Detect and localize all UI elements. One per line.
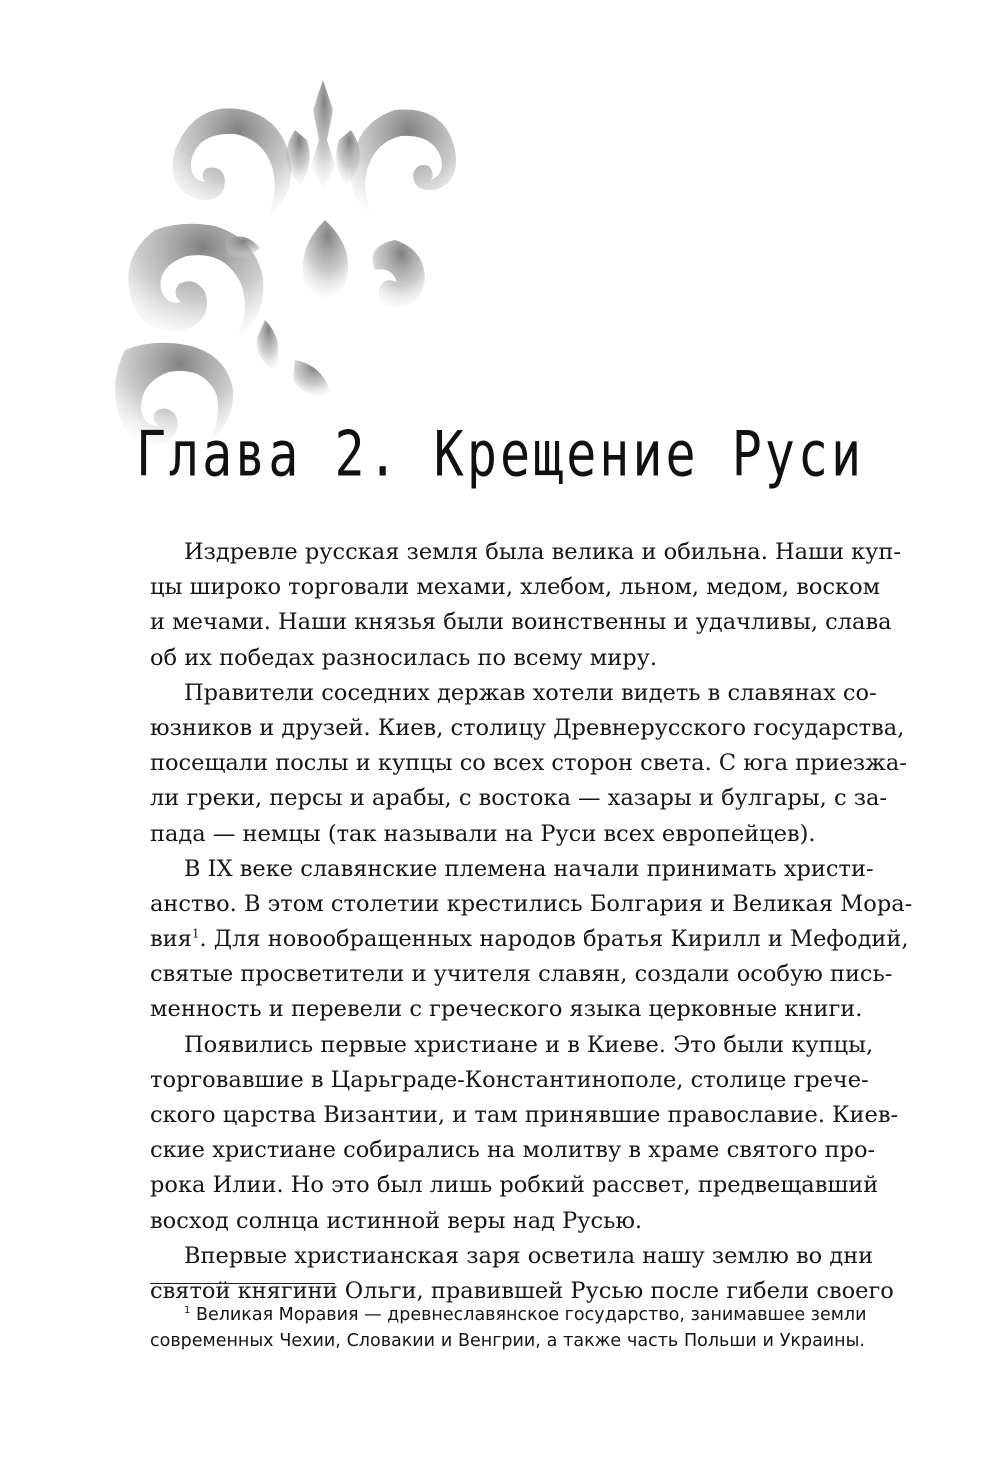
text-line: юзников и друзей. Киев, столицу Древнерусского государства,	[150, 714, 905, 741]
text-line: Появились первые христиане и в Киеве. Это были купцы,	[184, 1031, 874, 1058]
text-line: святые просветители и учителя славян, создали особую пись-	[150, 961, 893, 988]
paragraph	[150, 852, 913, 1028]
chapter-title: Глава 2. Крещение Руси	[135, 417, 865, 491]
text-line: святой княгини Ольги, правившей Русью после гибели своего	[150, 1277, 894, 1304]
footnote-line: современных Чехии, Словакии и Венгрии, а также часть Польши и Украины.	[150, 1331, 865, 1351]
footnote-line	[150, 1302, 865, 1328]
text-line: пада — немцы (так называли на Руси всех европейцев).	[150, 820, 816, 847]
paragraph	[150, 1239, 894, 1309]
text-line: менность и перевели с греческого языка церковные книги.	[150, 996, 863, 1023]
text-fragment: . Для новообращенных народов братья Кирилл и Мефодий,	[199, 926, 909, 953]
text-line: ли греки, персы и арабы, с востока — хазары и булгары, с за-	[150, 785, 888, 812]
text-line: об их победах разносилась по всему миру.	[150, 644, 657, 671]
text-line: ские христиане собирались на молитву в храме святого про-	[150, 1137, 876, 1164]
footnote-marker: 1	[184, 1305, 191, 1317]
text-line: В IX веке славянские племена начали принимать христи-	[184, 855, 874, 882]
paragraph	[150, 1028, 899, 1239]
text-line: ского царства Византии, и там принявшие православие. Киев-	[150, 1102, 899, 1128]
text-line: Правители соседних держав хотели видеть в славянах со-	[184, 679, 877, 706]
paragraph	[150, 535, 902, 676]
text-line: рока Илии. Но это был лишь робкий рассвет, предвещавший	[150, 1172, 879, 1199]
text-line: Впервые христианская заря осветила нашу землю во дни	[184, 1242, 874, 1269]
footnote-divider	[150, 1283, 335, 1284]
body-text	[150, 535, 913, 1309]
footnote-ref: 1	[191, 926, 200, 941]
text-line	[150, 922, 909, 957]
paragraph	[150, 676, 907, 852]
footnote-text: Великая Моравия — древнеславянское государство, занимавшее земли	[195, 1305, 867, 1325]
corner-ornament-icon	[95, 70, 475, 460]
text-line: и мечами. Наши князья были воинственны и удачливы, слава	[150, 609, 892, 636]
text-line: анство. В этом столетии крестились Болгария и Великая Мора-	[150, 890, 913, 917]
text-line: торговавшие в Царьграде-Константинополе, столице грече-	[150, 1066, 869, 1093]
text-line: посещали послы и купцы со всех сторон света. С юга приезжа-	[150, 750, 907, 777]
text-line: цы широко торговали мехами, хлебом, льном, медом, воском	[150, 574, 881, 601]
text-fragment: вия	[150, 926, 192, 953]
text-line: Издревле русская земля была велика и обильна. Наши куп-	[184, 539, 902, 565]
footnote	[150, 1302, 865, 1354]
text-line: восход солнца истинной веры над Русью.	[150, 1207, 643, 1234]
